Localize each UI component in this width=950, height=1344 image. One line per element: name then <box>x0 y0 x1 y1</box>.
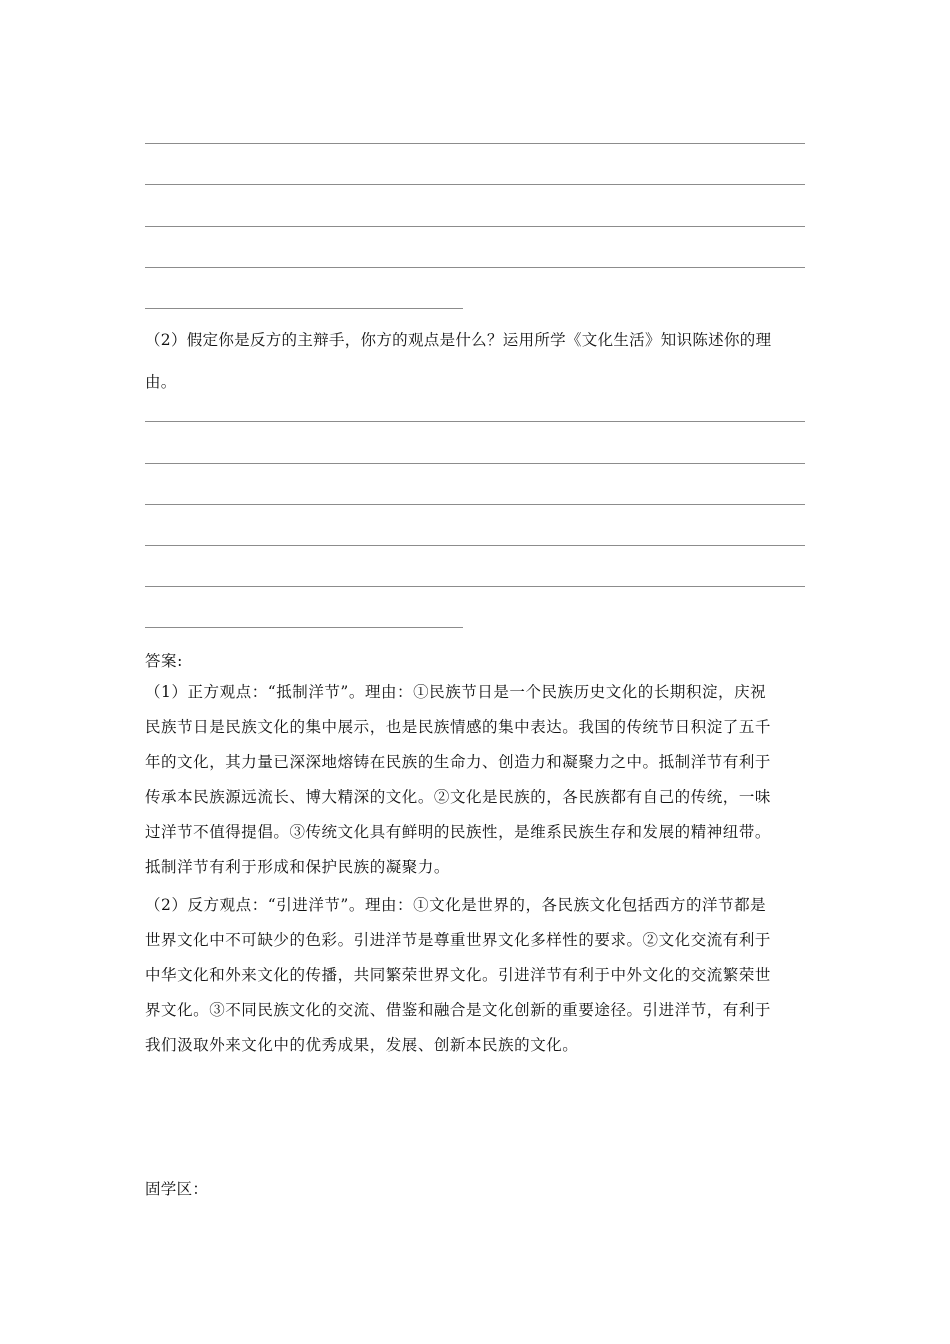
answer-part1-line: （1）正方观点：“抵制洋节”。理由：①民族节日是一个民族历史文化的长期积淀，庆祝 <box>145 683 767 701</box>
answer-part1-line: 年的文化，其力量已深深地熔铸在民族的生命力、创造力和凝聚力之中。抵制洋节有利于 <box>145 753 771 771</box>
answer-part2-line: 界文化。③不同民族文化的交流、借鉴和融合是文化创新的重要途径。引进洋节，有利于 <box>145 1001 771 1019</box>
answer-part2-line: 我们汲取外来文化中的优秀成果，发展、创新本民族的文化。 <box>145 1036 579 1054</box>
answer-line <box>145 586 805 587</box>
answer-part1-line: 民族节日是民族文化的集中展示，也是民族情感的集中表达。我国的传统节日积淀了五千 <box>145 718 771 736</box>
answer-line <box>145 184 805 185</box>
answer-line <box>145 267 805 268</box>
answer-line <box>145 308 463 309</box>
answer-line <box>145 627 463 628</box>
answer-part1-line: 抵制洋节有利于形成和保护民族的凝聚力。 <box>145 858 450 876</box>
question-2-prompt-line: （2）假定你是反方的主辩手，你方的观点是什么？运用所学《文化生活》知识陈述你的理 <box>145 331 772 349</box>
answer-line <box>145 463 805 464</box>
answer-part2-line: 世界文化中不可缺少的色彩。引进洋节是尊重世界文化多样性的要求。②文化交流有利于 <box>145 931 771 949</box>
answer-part1-line: 传承本民族源远流长、博大精深的文化。②文化是民族的，各民族都有自己的传统，一味 <box>145 788 771 806</box>
question-2-prompt-line: 由。 <box>145 373 177 391</box>
answer-part2-line: 中华文化和外来文化的传播，共同繁荣世界文化。引进洋节有利于中外文化的交流繁荣世 <box>145 966 771 984</box>
answer-line <box>145 504 805 505</box>
answer-line <box>145 143 805 144</box>
answer-part1-line: 过洋节不值得提倡。③传统文化具有鲜明的民族性，是维系民族生存和发展的精神纽带。 <box>145 823 771 841</box>
answer-line <box>145 421 805 422</box>
answer-heading: 答案: <box>145 652 183 670</box>
section-heading-consolidation: 固学区： <box>145 1180 209 1198</box>
answer-line <box>145 545 805 546</box>
answer-line <box>145 226 805 227</box>
answer-part2-line: （2）反方观点：“引进洋节”。理由：①文化是世界的，各民族文化包括西方的洋节都是 <box>145 896 767 914</box>
